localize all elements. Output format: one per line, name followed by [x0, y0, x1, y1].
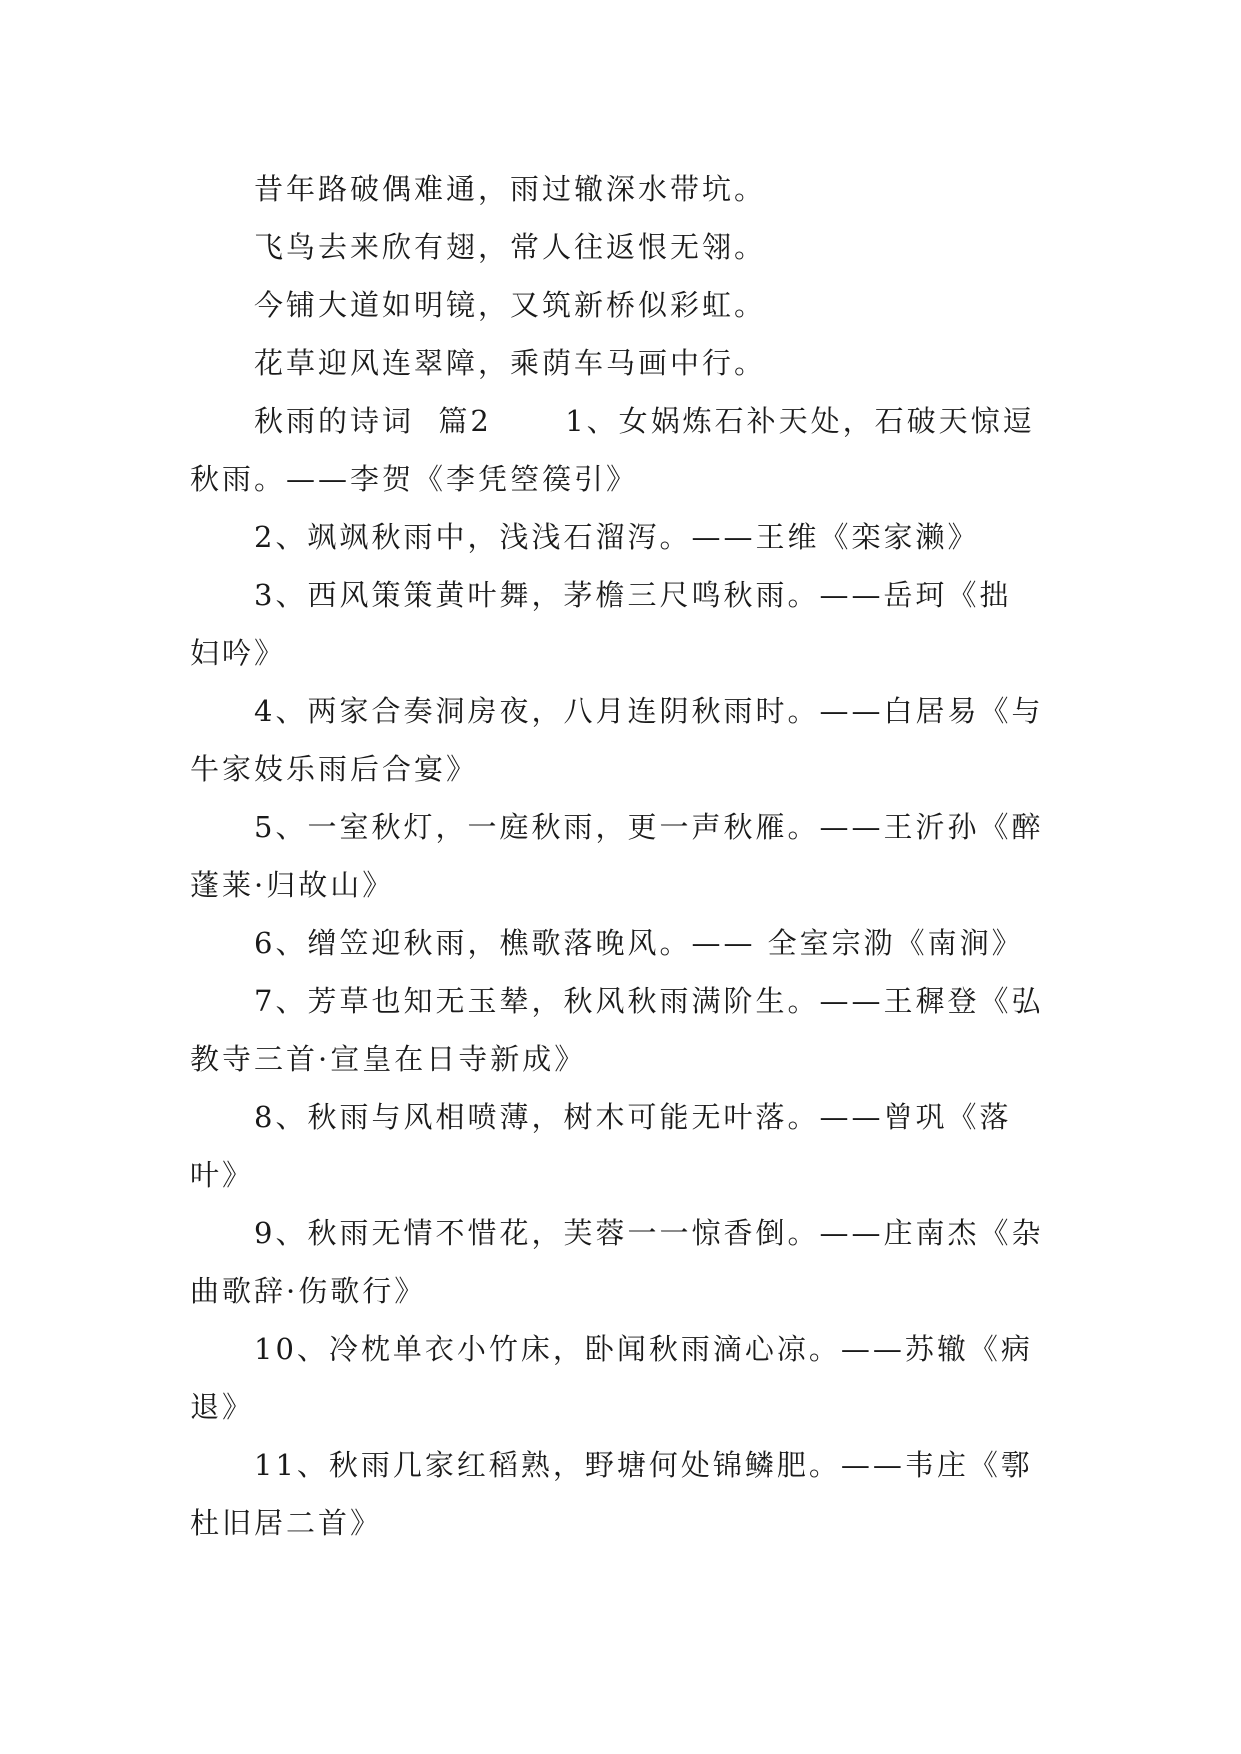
text-line: 今铺大道如明镜，又筑新桥似彩虹。 [254, 288, 767, 322]
text-line: 2、飒飒秋雨中，浅浅石溜泻。——王维《栾家濑》 [254, 520, 980, 554]
text-line: 秋雨。——李贺《李凭箜篌引》 [190, 462, 639, 496]
text-line: 妇吟》 [190, 636, 287, 670]
text-line: 6、缯笠迎秋雨，樵歌落晚风。—— 全室宗泐《南涧》 [254, 926, 1024, 960]
text-line: 退》 [190, 1390, 255, 1424]
text-line: 11、秋雨几家红稻熟，野塘何处锦鳞肥。——韦庄《鄠 [254, 1448, 1033, 1482]
text-line: 3、西风策策黄叶舞，茅檐三尺鸣秋雨。——岳珂《拙 [254, 578, 1012, 612]
document-body [190, 160, 1050, 1552]
text-line: 飞鸟去来欣有翅，常人往返恨无翎。 [254, 230, 767, 264]
section-heading-line: 秋雨的诗词 篇2 1、女娲炼石补天处，石破天惊逗 [254, 404, 1035, 438]
text-line: 9、秋雨无情不惜花，芙蓉一一惊香倒。——庄南杰《杂 [254, 1216, 1044, 1250]
text-line: 5、一室秋灯，一庭秋雨，更一声秋雁。——王沂孙《醉 [254, 810, 1044, 844]
text-line: 蓬莱·归故山》 [190, 868, 395, 902]
text-line: 4、两家合奏洞房夜，八月连阴秋雨时。——白居易《与 [254, 694, 1044, 728]
text-line: 叶》 [190, 1158, 255, 1192]
text-line: 教寺三首·宣皇在日寺新成》 [190, 1042, 587, 1076]
text-line: 杜旧居二首》 [190, 1506, 383, 1540]
text-line: 牛家妓乐雨后合宴》 [190, 752, 479, 786]
text-line: 花草迎风连翠障，乘荫车马画中行。 [254, 346, 767, 380]
text-line: 7、芳草也知无玉辇，秋风秋雨满阶生。——王穉登《弘 [254, 984, 1044, 1018]
text-line: 10、冷枕单衣小竹床，卧闻秋雨滴心凉。——苏辙《病 [254, 1332, 1033, 1366]
text-line: 曲歌辞·伤歌行》 [190, 1274, 427, 1308]
text-line: 8、秋雨与风相喷薄，树木可能无叶落。——曾巩《落 [254, 1100, 1012, 1134]
text-line: 昔年路破偶难通，雨过辙深水带坑。 [254, 172, 767, 206]
